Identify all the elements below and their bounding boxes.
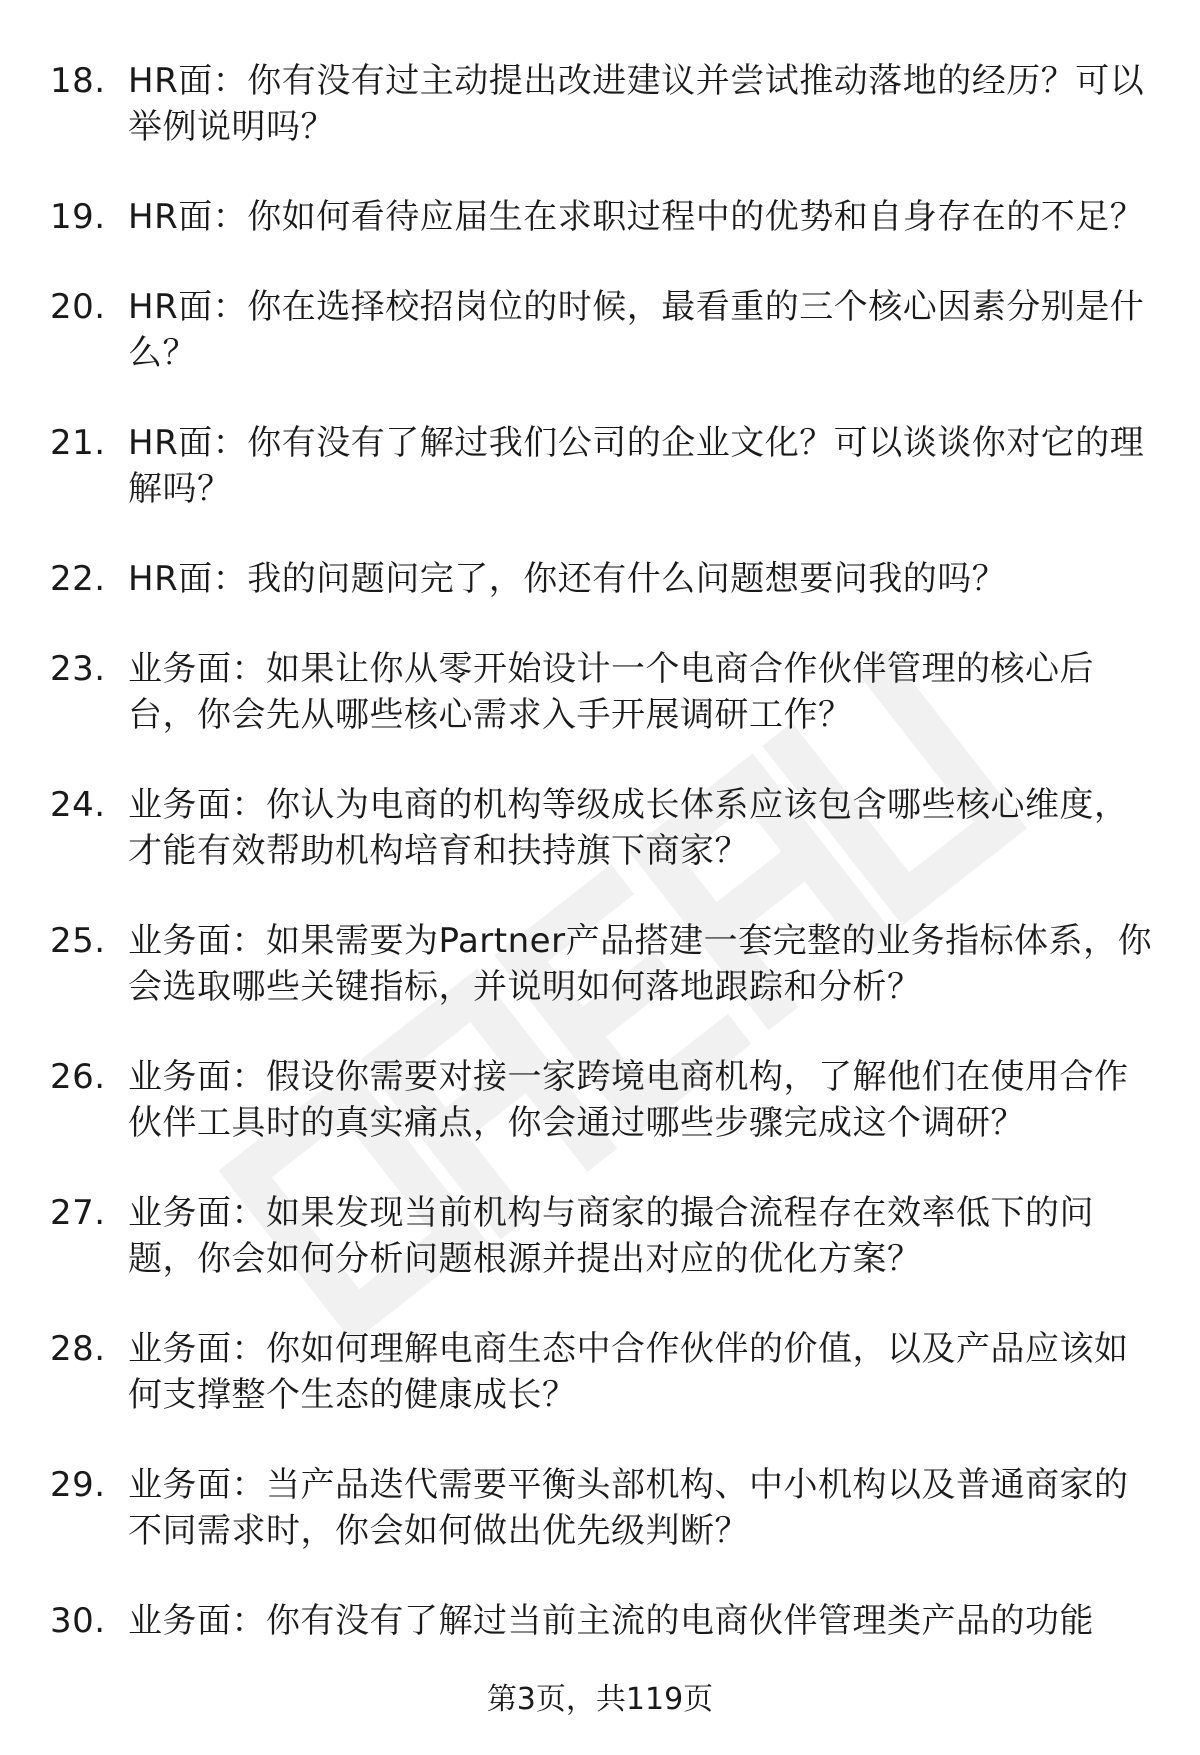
question-text: 业务面：如果需要为Partner产品搭建一套完整的业务指标体系，你会选取哪些关键指标，并说明如何落地跟踪和分析？ [128, 921, 1153, 1007]
list-item [50, 1598, 1160, 1644]
list-item [50, 918, 1160, 1010]
question-number: 23. [50, 649, 106, 689]
question-text: 业务面：当产品迭代需要平衡头部机构、中小机构以及普通商家的不同需求时，你会如何做出优先级判断？ [128, 1465, 1129, 1551]
question-text: HR面：我的问题问完了，你还有什么问题想要问我的吗？ [128, 559, 1007, 599]
question-number: 25. [50, 921, 106, 961]
question-number: 20. [50, 287, 106, 327]
list-item [50, 284, 1160, 376]
question-list [50, 58, 1160, 1688]
question-number: 21. [50, 423, 106, 463]
question-text: HR面：你有没有了解过我们公司的企业文化？可以谈谈你对它的理解吗？ [128, 423, 1145, 509]
question-text: 业务面：假设你需要对接一家跨境电商机构，了解他们在使用合作伙伴工具时的真实痛点，你会通过哪些步骤完成这个调研？ [128, 1057, 1129, 1143]
question-text: 业务面：你如何理解电商生态中合作伙伴的价值，以及产品应该如何支撑整个生态的健康成长？ [128, 1329, 1129, 1415]
question-number: 26. [50, 1057, 106, 1097]
question-text: 业务面：如果让你从零开始设计一个电商合作伙伴管理的核心后台，你会先从哪些核心需求入手开展调研工作？ [128, 649, 1094, 735]
list-item [50, 646, 1160, 738]
question-text: HR面：你如何看待应届生在求职过程中的优势和自身存在的不足？ [128, 197, 1145, 237]
list-item [50, 1190, 1160, 1282]
question-number: 29. [50, 1465, 106, 1505]
list-item [50, 1326, 1160, 1418]
list-item [50, 420, 1160, 512]
question-text: HR面：你有没有过主动提出改进建议并尝试推动落地的经历？可以举例说明吗？ [128, 61, 1145, 147]
list-item [50, 556, 1160, 602]
question-text: 业务面：你有没有了解过当前主流的电商伙伴管理类产品的功能 [128, 1601, 1094, 1641]
question-number: 30. [50, 1601, 106, 1641]
question-number: 22. [50, 559, 106, 599]
question-text: 业务面：你认为电商的机构等级成长体系应该包含哪些核心维度，才能有效帮助机构培育和扶持旗下商家？ [128, 785, 1129, 871]
list-item [50, 194, 1160, 240]
page-number: 第3页，共119页 [486, 1682, 714, 1717]
question-text: HR面：你在选择校招岗位的时候，最看重的三个核心因素分别是什么？ [128, 287, 1145, 373]
list-item [50, 1462, 1160, 1554]
question-number: 27. [50, 1193, 106, 1233]
question-number: 19. [50, 197, 106, 237]
question-number: 28. [50, 1329, 106, 1369]
list-item [50, 782, 1160, 874]
list-item [50, 58, 1160, 150]
question-number: 18. [50, 61, 106, 101]
list-item [50, 1054, 1160, 1146]
question-text: 业务面：如果发现当前机构与商家的撮合流程存在效率低下的问题，你会如何分析问题根源并提出对应的优化方案？ [128, 1193, 1094, 1279]
question-number: 24. [50, 785, 106, 825]
